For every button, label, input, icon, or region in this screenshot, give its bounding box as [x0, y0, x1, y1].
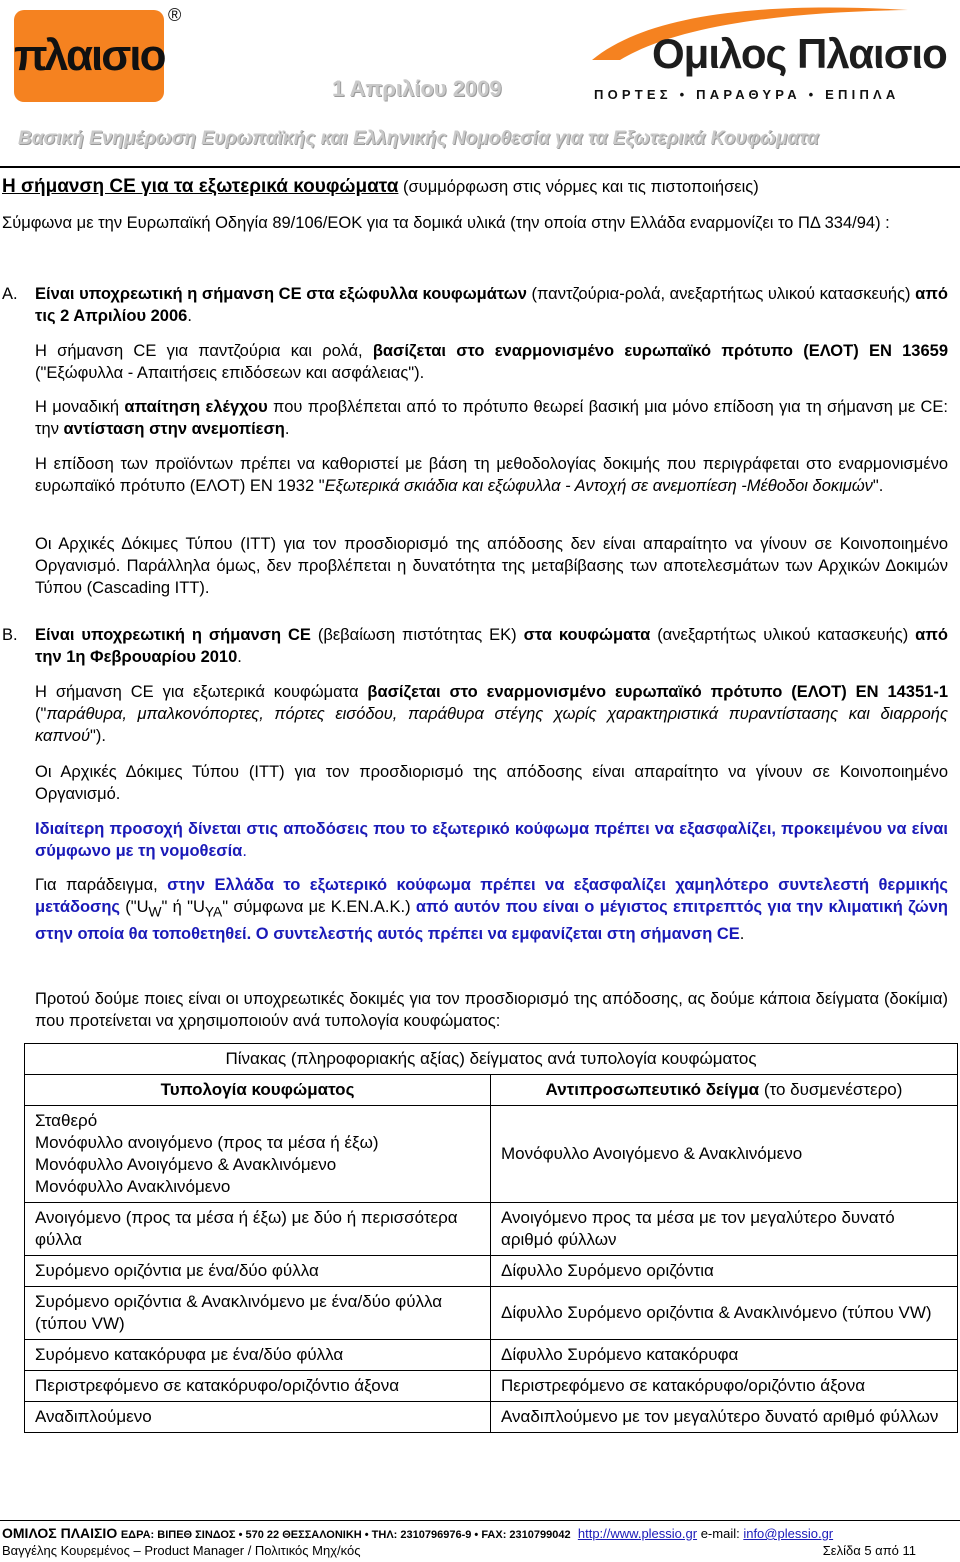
p1-text-1: Η σήμανση CE για παντζούρια και ρολά, [35, 342, 373, 360]
table-row [25, 1371, 958, 1402]
section-b-paragraph [35, 624, 948, 668]
col1-label: Τυπολογία κουφώματος [160, 1080, 355, 1099]
sample-cell: Δίφυλλο Συρόμενο οριζόντια & Ανακλινόμενο (τύπου VW) [491, 1287, 958, 1340]
sample-cell: Ανοιγόμενο προς τα μέσα με τον μεγαλύτερο δυνατό αριθμό φύλλων [491, 1203, 958, 1256]
p5-text-2: (" [35, 705, 47, 723]
p1-text-2: ("Εξώφυλλα - Απαιτήσεις επιδόσεων και ασφάλειας"). [35, 364, 425, 382]
a-bold-2: από τις 2 Απριλίου 2006 [35, 285, 948, 325]
sample-table [24, 1043, 958, 1433]
table-row [25, 1287, 958, 1340]
typology-item: Συρόμενο κατακόρυφα με ένα/δύο φύλλα [35, 1345, 344, 1364]
typology-item: Μονόφυλλο Ανοιγόμενο & Ανακλινόμενο [35, 1155, 337, 1174]
sample-cell: Μονόφυλλο Ανοιγόμενο & Ανακλινόμενο [491, 1106, 958, 1203]
p2-bold-2: αντίσταση στην ανεμοπίεση [63, 420, 285, 438]
typology-cell [25, 1256, 491, 1287]
logo-text: πλαισιο [14, 31, 165, 80]
typology-item: Σταθερό [35, 1111, 98, 1130]
p7-highlight: Ιδιαίτερη προσοχή δίνεται στις αποδόσεις που το εξωτερικό κούφωμα πρέπει να εξασφαλίζει, προκειμένου να είναι σύμφωνο με τη νομοθεσία [35, 820, 948, 860]
footer-divider [0, 1520, 960, 1521]
header-divider [0, 166, 960, 168]
group-name: Ομιλος Πλαισιο [652, 30, 947, 77]
table-row [25, 1106, 958, 1203]
p3-text-1: Η επίδοση των προϊόντων πρέπει να καθοριστεί με βάση τη μεθοδολογίας δοκιμής που περιγράφεται στο εναρμονισμένο ευρωπαϊκό πρότυπο (ΕΛΟΤ) ΕΝ 1932 " [35, 455, 948, 495]
p2-text-2: που προβλέπεται από το πρότυπο θεωρεί βασική μια μόνο επίδοση για τη σήμανση με CE: την [35, 398, 949, 438]
typology-item: Συρόμενο οριζόντια με ένα/δύο φύλλα [35, 1261, 319, 1280]
p8-text-1: Για παράδειγμα, [35, 876, 168, 894]
footer-email-label: e-mail: [700, 1526, 744, 1541]
paragraph-3 [35, 453, 948, 497]
a-text-2: . [187, 307, 192, 325]
col2-label-note: (το δυσμενέστερο) [759, 1080, 903, 1099]
paragraph-6: Οι Αρχικές Δόκιμες Τύπου (ΙΤΤ) για τον προσδιορισμό της απόδοσης είναι απαραίτητο να γίνουν σε Κοινοποιημένο Οργανισμό. [35, 763, 948, 803]
b-bold-1: Είναι υποχρεωτική η σήμανση CE [35, 626, 311, 644]
p8-highlight-1: στην Ελλάδα το εξωτερικό κούφωμα πρέπει να εξασφαλίζει χαμηλότερο συντελεστή θερμικής μετάδοσης [35, 876, 948, 916]
a-text-1: (παντζούρια-ρολά, ανεξαρτήτως υλικού κατασκευής) [526, 285, 916, 303]
sample-cell: Δίφυλλο Συρόμενο οριζόντια [491, 1256, 958, 1287]
table-row [25, 1402, 958, 1433]
plaisio-logo [14, 10, 164, 102]
typology-item: Συρόμενο οριζόντια & Ανακλινόμενο με ένα/δύο φύλλα (τύπου VW) [35, 1292, 443, 1333]
footer-author: Βαγγέλης Κουρεμένος – Product Manager / Πολιτικός Μηχ/κός [2, 1543, 361, 1558]
paragraph-8 [35, 874, 948, 945]
typology-cell [25, 1371, 491, 1402]
table-row [25, 1203, 958, 1256]
footer-address: ΕΔΡΑ: ΒΙΠΕΘ ΣΙΝΔΟΣ • 570 22 ΘΕΣΣΑΛΟΝΙΚΗ • ΤΗΛ: 2310796976-9 • FAX: 2310799042 [120, 1529, 571, 1541]
paragraph-1 [35, 340, 948, 384]
col2-label-bold: Αντιπροσωπευτικό δείγμα [545, 1080, 760, 1099]
p3-text-2: ". [872, 477, 884, 495]
typology-cell [25, 1340, 491, 1371]
table-caption-row [25, 1044, 958, 1075]
paragraph-7 [35, 818, 948, 862]
p8-highlight-2: από αυτόν που είναι ο μέγιστος επιτρεπτός για την κλιματική ζώνη στην οποία θα τοποθετηθεί. Ο συντελεστής αυτός πρέπει να εμφανίζεται στη σήμανση CE [35, 898, 948, 944]
typology-cell [25, 1402, 491, 1433]
typology-cell [25, 1106, 491, 1203]
section-b-label: Β. [2, 626, 18, 644]
paragraph-2 [35, 396, 948, 440]
section-heading [2, 176, 948, 198]
table-header-typology [25, 1075, 491, 1106]
footer-email-link[interactable]: info@plessio.gr [743, 1526, 834, 1541]
p5-text-1: Η σήμανση CE για εξωτερικά κουφώματα [35, 683, 368, 701]
p8-text-5: . [739, 925, 745, 944]
sample-cell: Δίφυλλο Συρόμενο κατακόρυφα [491, 1340, 958, 1371]
table-row [25, 1340, 958, 1371]
b-bold-2: στα κουφώματα [523, 626, 651, 644]
p5-text-3: "). [90, 727, 106, 745]
b-text-1: (βεβαίωση πιστότητας ΕΚ) [310, 626, 524, 644]
typology-cell [25, 1203, 491, 1256]
table-caption: Πίνακας (πληροφοριακής αξίας) δείγματος ανά τυπολογία κουφώματος [25, 1044, 958, 1075]
p2-bold-1: απαίτηση ελέγχου [124, 398, 268, 416]
p3-italic-1: Εξωτερικά σκιάδια και εξώφυλλα - Αντοχή σε ανεμοπίεση -Μέθοδοι δοκιμών [324, 477, 873, 495]
typology-item: Μονόφυλλο Ανακλινόμενο [35, 1177, 231, 1196]
p2-text-3: . [284, 420, 290, 438]
footer-company: ΟΜΙΛΟΣ ΠΛΑΙΣΙΟ [2, 1525, 118, 1541]
footer-website-link[interactable]: http://www.plessio.gr [577, 1526, 698, 1541]
typology-item: Ανοιγόμενο (προς τα μέσα ή έξω) με δύο ή περισσότερα φύλλα [35, 1208, 458, 1249]
p8-text-2: ("U [120, 898, 149, 916]
section-a-paragraph [35, 283, 948, 327]
table-header-row [25, 1075, 958, 1106]
table-row [25, 1256, 958, 1287]
heading-note: (συμμόρφωση στις νόρμες και τις πιστοποιήσεις) [398, 178, 759, 196]
section-a-label: Α. [2, 285, 18, 303]
p8-text-3: " ή "U [161, 898, 205, 916]
sample-cell: Περιστρεφόμενο σε κατακόρυφο/οριζόντιο άξονα [491, 1371, 958, 1402]
b-bold-3: από την 1η Φεβρουαρίου 2010 [35, 626, 948, 666]
typology-item: Περιστρεφόμενο σε κατακόρυφο/οριζόντιο άξονα [35, 1376, 400, 1395]
paragraph-9: Προτού δούμε ποιες είναι οι υποχρεωτικές δοκιμές για τον προσδιορισμό της απόδοσης, ας δούμε κάποια δείγματα (δοκίμια) που προτείνεται να χρησιμοποιούν ανά τυπολογία κουφώματος: [35, 990, 948, 1030]
paragraph-4: Οι Αρχικές Δόκιμες Τύπου (ΙΤΤ) για τον προσδιορισμό της απόδοσης δεν είναι απαραίτητο να γίνουν σε Κοινοποιημένο Οργανισμό. Παράλληλα όμως, δεν προβλέπεται η δυνατότητα της μεταβίβασης των αποτελεσμάτων των Αρχικών Δοκιμών Τύπου (Cascading ITT). [35, 535, 948, 597]
p5-bold-1: βασίζεται στο εναρμονισμένο ευρωπαϊκό πρότυπο (ΕΛΟΤ) ΕΝ 14351-1 [367, 683, 949, 701]
p5-italic-1: παράθυρα, μπαλκονόπορτες, πόρτες εισόδου, παράθυρα στέγης χωρίς χαρακτηριστικά πυραντίστασης και διαρροής καπνού [35, 705, 948, 745]
footer-page-number: Σελίδα 5 από 11 [822, 1543, 916, 1558]
sample-cell: Αναδιπλούμενο με τον μεγαλύτερο δυνατό αριθμό φύλλων [491, 1402, 958, 1433]
heading-title: Η σήμανση CE για τα εξωτερικά κουφώματα [2, 176, 399, 197]
b-text-3: . [237, 648, 242, 666]
b-text-2: (ανεξαρτήτως υλικού κατασκευής) [650, 626, 916, 644]
table-header-sample [491, 1075, 958, 1106]
paragraph-5 [35, 681, 948, 747]
group-tagline: ΠΟΡΤΕΣ • ΠΑΡΑΘΥΡΑ • ΕΠΙΠΛΑ [594, 87, 900, 102]
table-body [25, 1106, 958, 1433]
a-bold-1: Είναι υποχρεωτική η σήμανση CE στα εξώφυλλα κουφωμάτων [35, 285, 527, 303]
typology-item: Αναδιπλούμενο [35, 1407, 152, 1426]
intro-paragraph: Σύμφωνα με την Ευρωπαϊκή Οδηγία 89/106/ΕΟΚ για τα δομικά υλικά (την οποία στην Ελλάδα εναρμονίζει το ΠΔ 334/94) : [2, 214, 890, 232]
p8-text-4: " σύμφωνα με Κ.ΕΝ.Α.Κ.) [222, 898, 416, 916]
p1-bold-1: βασίζεται στο εναρμονισμένο ευρωπαϊκό πρότυπο (ΕΛΟΤ) ΕΝ 13659 [372, 342, 948, 360]
typology-item: Μονόφυλλο ανοιγόμενο (προς τα μέσα ή έξω) [35, 1133, 379, 1152]
p2-text-1: Η μοναδική [35, 398, 125, 416]
typology-cell [25, 1287, 491, 1340]
p8-sub-1: W [148, 904, 162, 920]
registered-mark: ® [168, 5, 182, 25]
header-date: 1 Απριλίου 2009 [332, 76, 502, 101]
p7-end: . [242, 842, 247, 860]
header-subtitle: Βασική Ενημέρωση Ευρωπαϊκής και Ελληνικής Νομοθεσία για τα Εξωτερικά Κουφώματα [18, 128, 819, 149]
p8-sub-2: YA [204, 904, 223, 920]
